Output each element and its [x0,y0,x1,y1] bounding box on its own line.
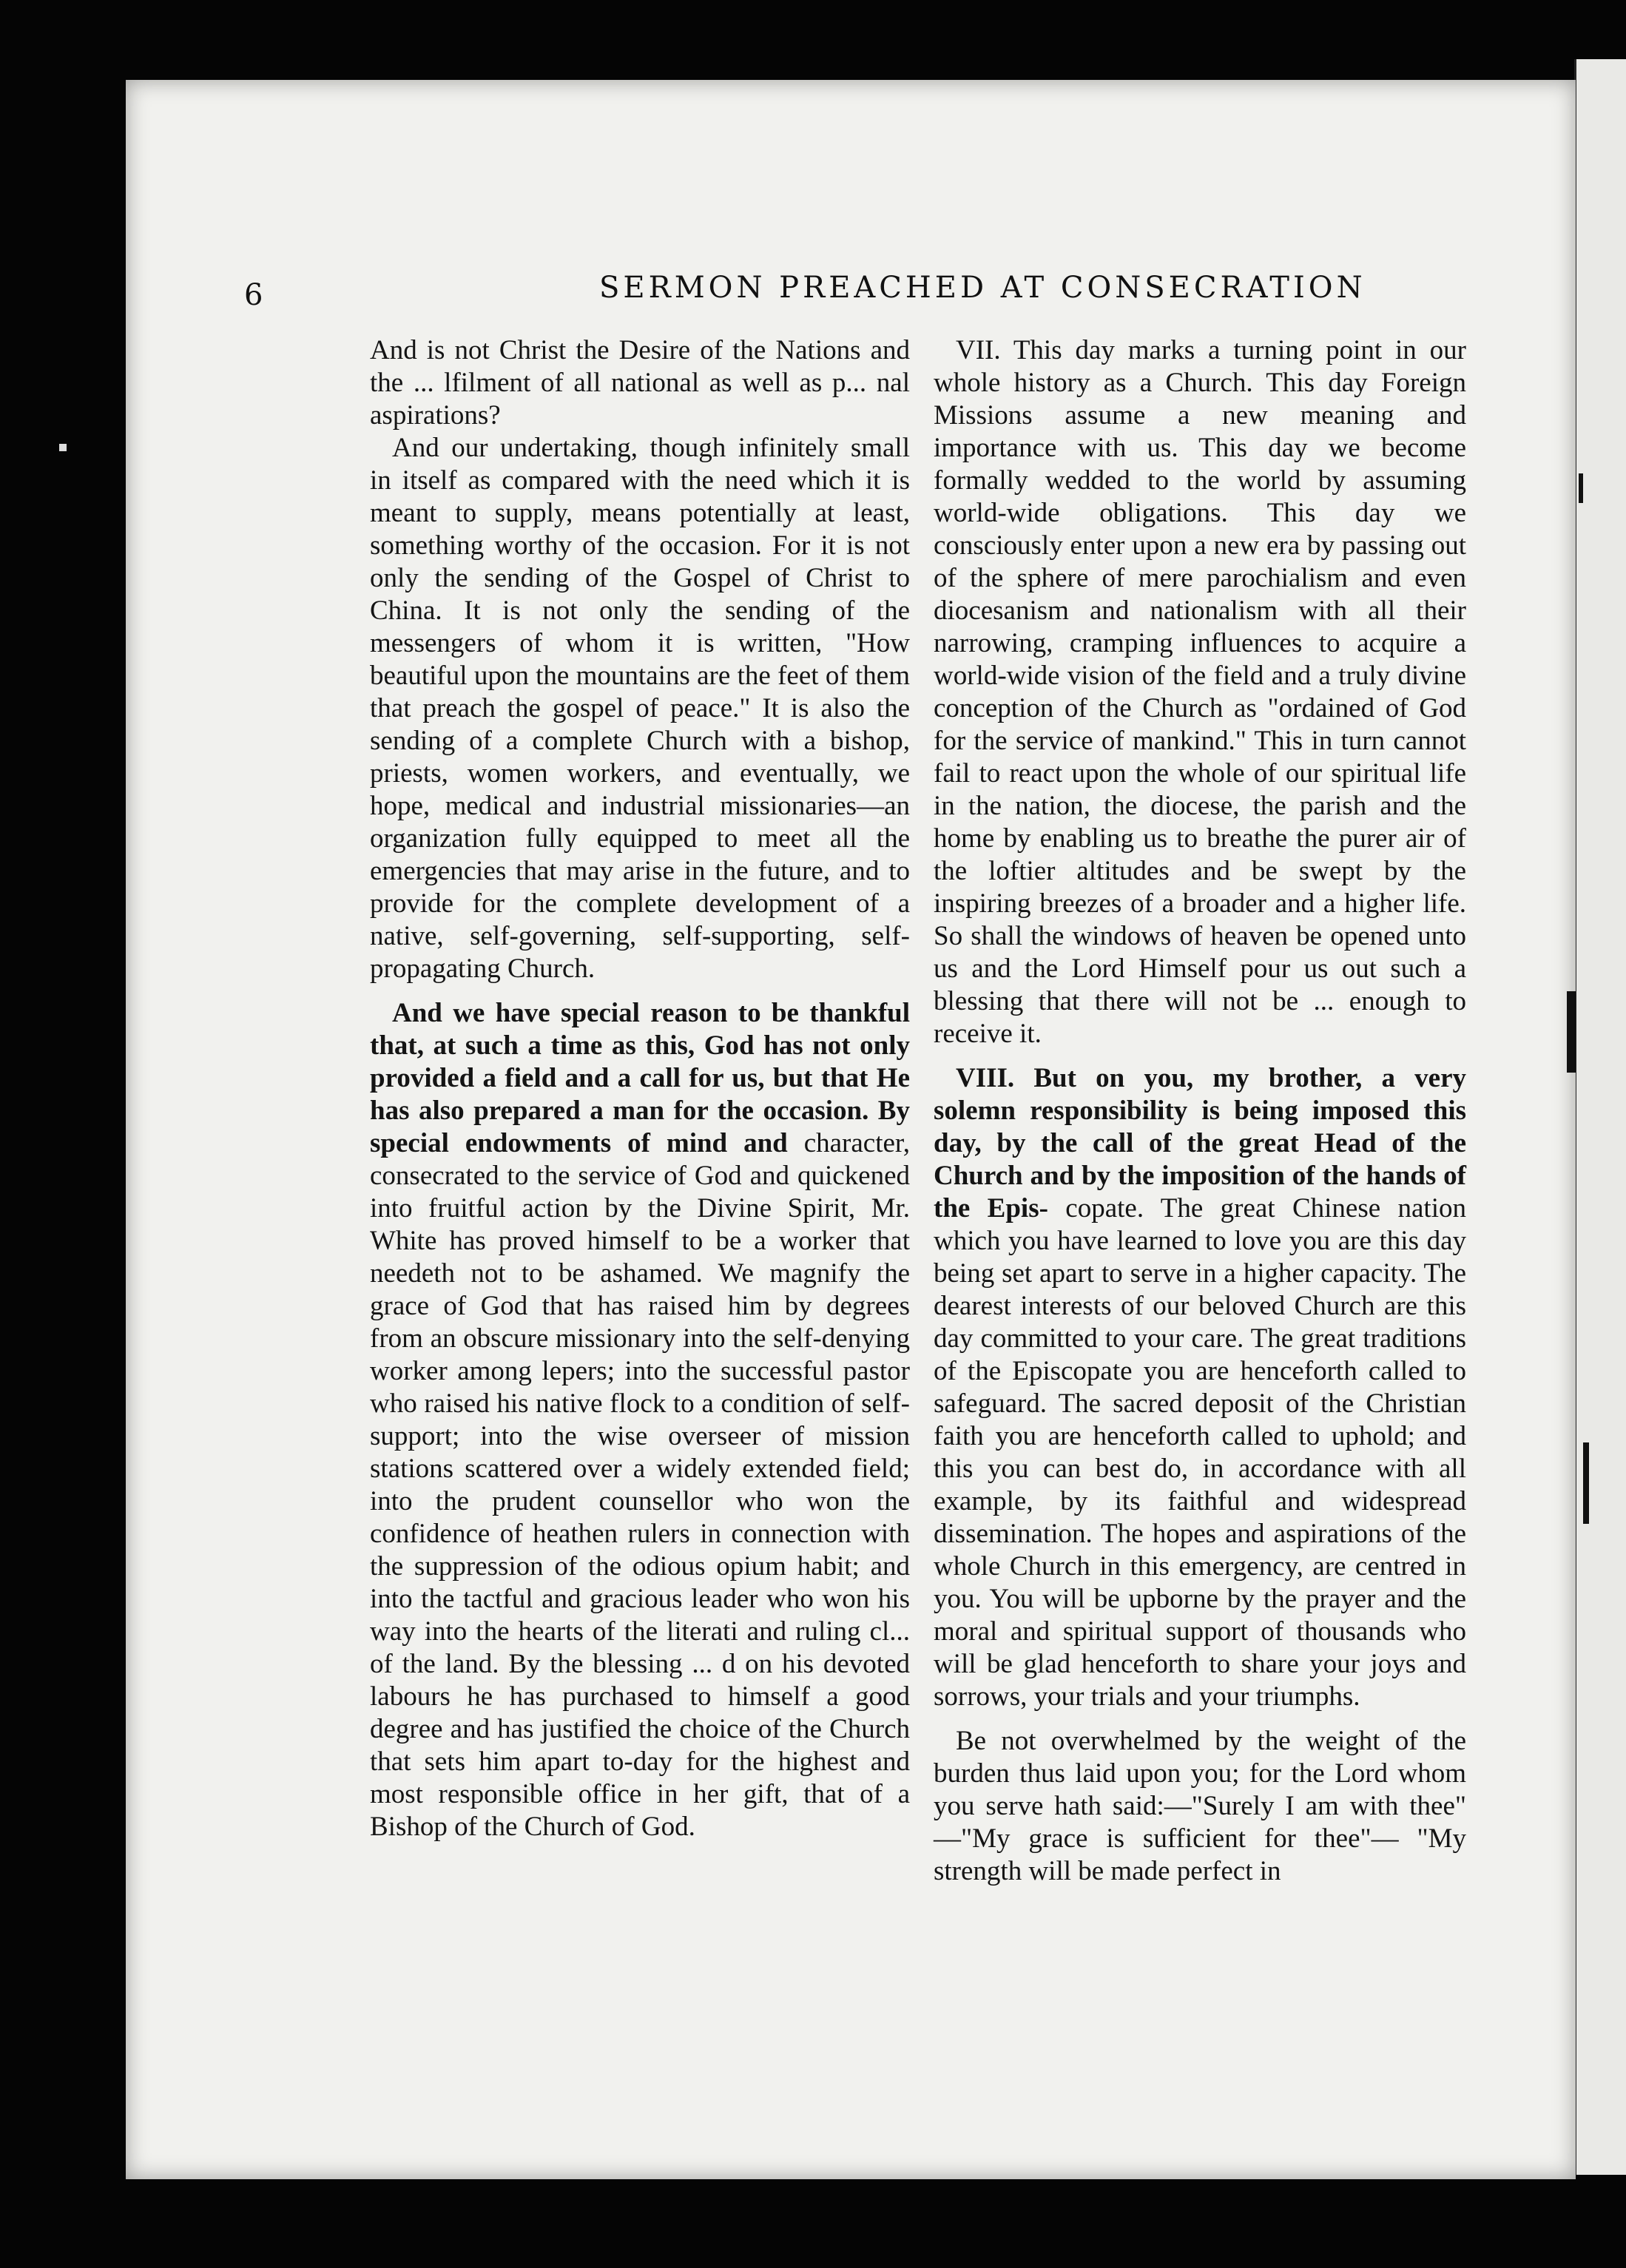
margin-mark [1583,1442,1589,1524]
margin-mark [1579,473,1583,503]
paragraph [934,334,1466,1050]
paragraph [370,997,910,1843]
paragraph [934,1725,1466,1888]
paragraph-bold-lead: And we have special reason to be thankful that, at such a time as this, God has not only provided a field and a call for us, but that He has also prepared a man for the occasion. By special endowments of mind and [370,998,910,1158]
paragraph-bold-lead: VIII. But on you, my brother, a very solemn responsibility is being imposed this day, by the call of the great Head of the Church and by the imposition of the hands of the Epis- [934,1063,1466,1224]
margin-mark [1567,991,1576,1073]
paragraph-text: copate. The great Chinese nation which you have learned to love you are this day being set apart to serve in a higher capacity. The dearest interests of our beloved Church are this day committed to your care. The great traditions of the Episcopate you are henceforth called to safeguard. The sacred deposit of the Christian faith you are henceforth called to uphold; and this you can best do, in accordance with all example, by its faithful and widespread dissemination. The hopes and aspirations of the whole Church in this emergency, are centred in you. You will be upborne by the prayer and the moral and spiritual support of thousands who will be glad henceforth to share your joys and sorrows, your trials and your triumphs. [934,1193,1466,1712]
right-column [934,334,1466,1888]
adjacent-page-edge [1574,59,1626,2175]
paragraph-text: And our undertaking, though infinitely small in itself as compared with the need which it is meant to supply, means potentially at least, something worthy of the occasion. For it is not only the sending of the Gospel of Christ to China. It is not only the sending of the messengers of whom it is written, "How beautiful upon the mountains are the feet of them that preach the gospel of peace." It is also the sending of a complete Church with a bishop, priests, women workers, and eventually, we hope, medical and industrial missionaries—an organization fully equipped to meet all the emergencies that may arise in the future, and to provide for the complete development of a native, self-governing, self-supporting, self-propagating Church. [370,433,910,984]
paragraph [934,1062,1466,1713]
running-title: SERMON PREACHED AT CONSECRATION [599,271,1366,305]
page-number: 6 [244,278,263,312]
paragraph [370,334,910,432]
running-head [244,263,1502,312]
paragraph [370,432,910,985]
paragraph-text: VII. This day marks a turning point in our whole history as a Church. This day Foreign Missions assume a new meaning and importance with us. This day we become formally wedded to the world by assuming world-wide obligations. This day we consciously enter upon a new era by passing out of the sphere of mere parochialism and even diocesanism and nationalism with all their narrowing, cramping influences to acquire a world-wide vision of the field and a truly divine conception of the Church as "ordained of God for the service of mankind." This in turn cannot fail to react upon the whole of our spiritual life in the nation, the diocese, the parish and the home by enabling us to breathe the purer air of the loftier altitudes and be swept by the inspiring breezes of a broader and a higher life. So shall the windows of heaven be opened unto us and the Lord Himself pour us out such a blessing that there will not be ... enough to receive it. [934,335,1466,1049]
left-column [370,334,910,1843]
paragraph-text: And is not Christ the Desire of the Nations and the ... lfilment of all national as well as p... nal aspirations? [370,335,910,431]
margin-mark [59,444,67,451]
paragraph-text: Be not overwhelmed by the weight of the burden thus laid upon you; for the Lord whom you serve hath said:—"Surely I am with thee" —"My grace is sufficient for thee"— "My strength will be made perfect in [934,1726,1466,1886]
paragraph-text: character, consecrated to the service of God and quickened into fruitful action by the Divine Spirit, Mr. White has proved himself to be a worker that needeth not to be ashamed. We magnify the grace of God that has raised him by degrees from an obscure missionary into the self-denying worker among lepers; into the successful pastor who raised his native flock to a condition of self-support; into the wise overseer of mission stations scattered over a widely extended field; into the prudent counsellor who won the confidence of heathen rulers in connection with the suppression of the odious opium habit; and into the tactful and gracious leader who won his way into the hearts of the literati and ruling cl... of the land. By the blessing ... d on his devoted labours he has purchased to himself a good degree and has justified the choice of the Church that sets him apart to-day for the highest and most responsible office in her gift, that of a Bishop of the Church of God. [370,1128,910,1842]
